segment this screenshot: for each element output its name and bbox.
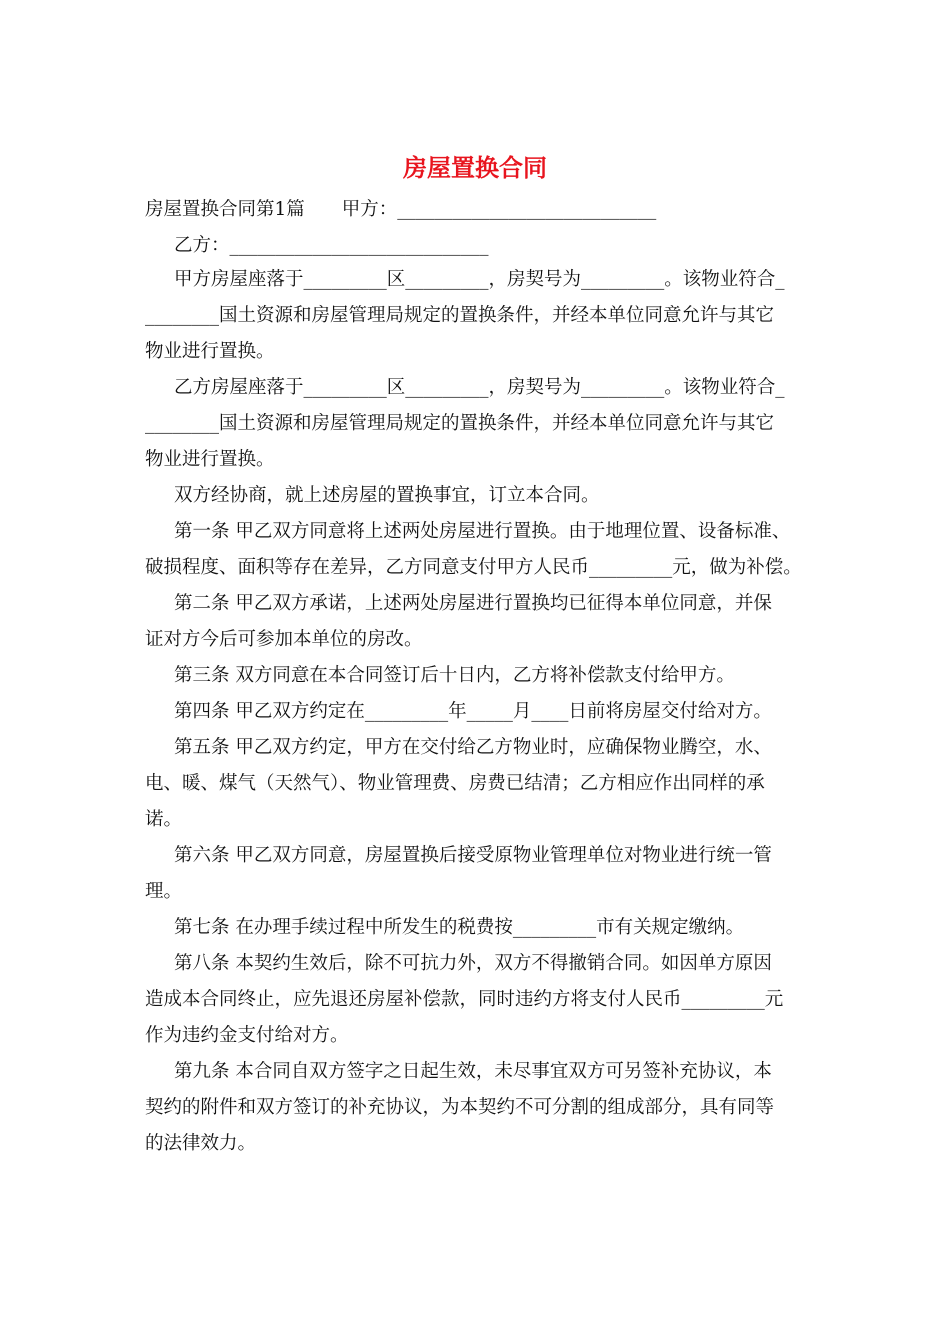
- text-line: 理。: [145, 881, 183, 902]
- text-line: 物业进行置换。: [145, 341, 275, 362]
- text-line: 第五条 甲乙双方约定，甲方在交付给乙方物业时，应确保物业腾空，水、: [174, 737, 772, 758]
- text-line: 第三条 双方同意在本合同签订后十日内，乙方将补偿款支付给甲方。: [174, 665, 735, 686]
- text-line: 双方经协商，就上述房屋的置换事宜，订立本合同。: [174, 485, 600, 506]
- text-line: 第九条 本合同自双方签字之日起生效，未尽事宜双方可另签补充协议，本: [174, 1061, 772, 1082]
- text-line: 第二条 甲乙双方承诺，上述两处房屋进行置换均已征得本单位同意，并保: [174, 593, 772, 614]
- text-line: 物业进行置换。: [145, 449, 275, 470]
- text-line: 第一条 甲乙双方同意将上述两处房屋进行置换。由于地理位置、设备标准、: [174, 521, 791, 542]
- text-line: 乙方：____________________________: [174, 235, 489, 256]
- text-line: 契约的附件和双方签订的补充协议，为本契约不可分割的组成部分，具有同等: [145, 1097, 775, 1118]
- text-line: 第六条 甲乙双方同意，房屋置换后接受原物业管理单位对物业进行统一管: [174, 845, 772, 866]
- text-line: 甲方房屋座落于_________区_________，房契号为_________。该物业符合_: [174, 269, 785, 290]
- text-line: ________国土资源和房屋管理局规定的置换条件，并经本单位同意允许与其它: [145, 413, 775, 434]
- text-line: 诺。: [145, 809, 183, 830]
- text-line: 第七条 在办理手续过程中所发生的税费按_________市有关规定缴纳。: [174, 917, 745, 938]
- text-line: 破损程度、面积等存在差异，乙方同意支付甲方人民币_________元，做为补偿。: [145, 557, 802, 578]
- text-line: 证对方今后可参加本单位的房改。: [145, 629, 423, 650]
- text-line: 电、暖、煤气（天然气）、物业管理费、房费已结清；乙方相应作出同样的承: [145, 773, 765, 794]
- text-line: 乙方房屋座落于_________区_________，房契号为_________。该物业符合_: [174, 377, 785, 398]
- text-line: 作为违约金支付给对方。: [145, 1025, 349, 1046]
- text-line: 的法律效力。: [145, 1133, 257, 1154]
- text-line: 第四条 甲乙双方约定在_________年_____月____日前将房屋交付给对方。: [174, 701, 772, 722]
- text-line: ________国土资源和房屋管理局规定的置换条件，并经本单位同意允许与其它: [145, 305, 775, 326]
- text-line: 房屋置换合同第1篇 甲方：____________________________: [145, 199, 657, 220]
- text-line: 造成本合同终止，应先退还房屋补偿款，同时违约方将支付人民币_________元: [145, 989, 784, 1010]
- text-line: 第八条 本契约生效后，除不可抗力外，双方不得撤销合同。如因单方原因: [174, 953, 772, 974]
- document-title: 房屋置换合同: [403, 153, 547, 182]
